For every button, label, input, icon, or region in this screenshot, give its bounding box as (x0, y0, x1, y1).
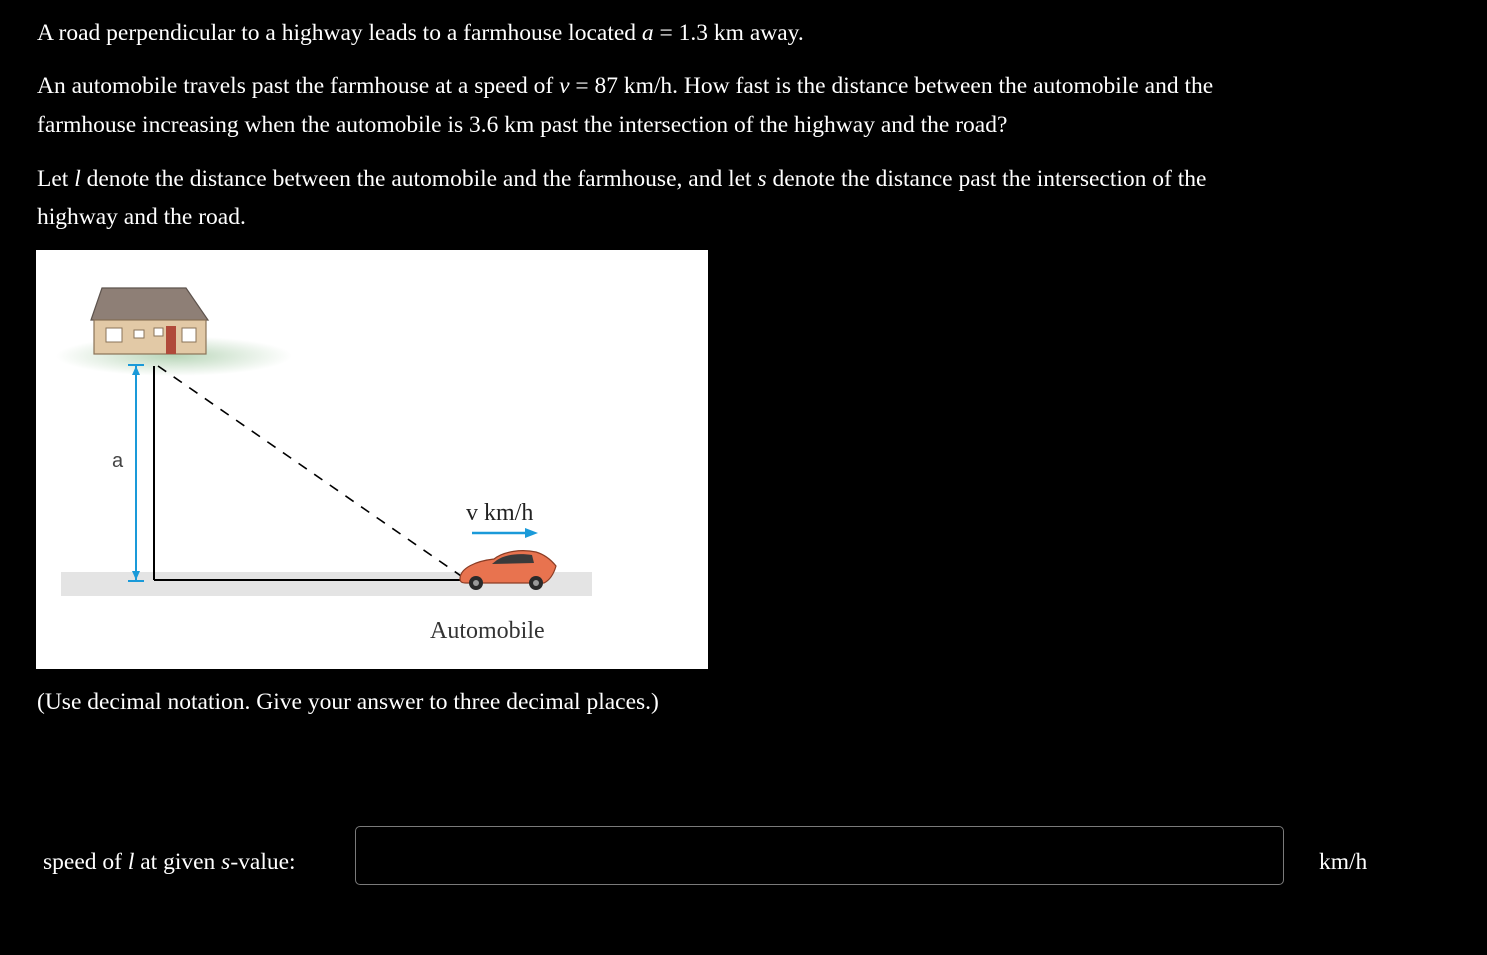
problem-text: = 1.3 km away. (653, 20, 804, 46)
answer-label (43, 843, 296, 881)
answer-input[interactable] (355, 826, 1284, 885)
problem-line-1 (37, 14, 804, 52)
answer-label-text: at given (134, 849, 222, 875)
problem-text: An automobile travels past the farmhouse at a speed of (37, 73, 560, 99)
answer-label-text: speed of (43, 849, 128, 875)
answer-label-text: -value: (230, 849, 296, 875)
problem-text: A road perpendicular to a highway leads to a farmhouse located (37, 20, 642, 46)
label-automobile: Automobile (430, 618, 545, 644)
farmhouse-icon (91, 288, 208, 354)
dimension-a (128, 365, 144, 581)
problem-figure (36, 250, 708, 669)
variable-l: l (74, 166, 81, 192)
label-a: a (112, 450, 124, 472)
answer-unit: km/h (1319, 849, 1368, 875)
problem-line-5: highway and the road. (37, 204, 246, 230)
problem-line-4 (37, 160, 1206, 198)
problem-line-3: farmhouse increasing when the automobile is 3.6 km past the intersection of the highway and the road? (37, 112, 1008, 138)
problem-text: Let (37, 166, 75, 192)
variable-s: s (221, 849, 231, 875)
label-speed: v km/h (466, 500, 534, 526)
variable-s: s (757, 166, 767, 192)
variable-v: v (559, 73, 570, 99)
variable-l: l (127, 849, 135, 875)
distance-l-line (158, 366, 464, 578)
problem-text: denote the distance between the automobile and the farmhouse, and let (80, 166, 758, 192)
farmhouse-diagram (36, 250, 708, 669)
problem-text: = 87 km/h. How fast is the distance between the automobile and the (569, 73, 1214, 99)
problem-line-2 (37, 67, 1213, 105)
instructions-text: (Use decimal notation. Give your answer to three decimal places.) (37, 689, 659, 715)
speed-arrow-icon (472, 528, 538, 538)
problem-text: denote the distance past the intersection of the (766, 166, 1207, 192)
variable-a: a (641, 20, 654, 46)
